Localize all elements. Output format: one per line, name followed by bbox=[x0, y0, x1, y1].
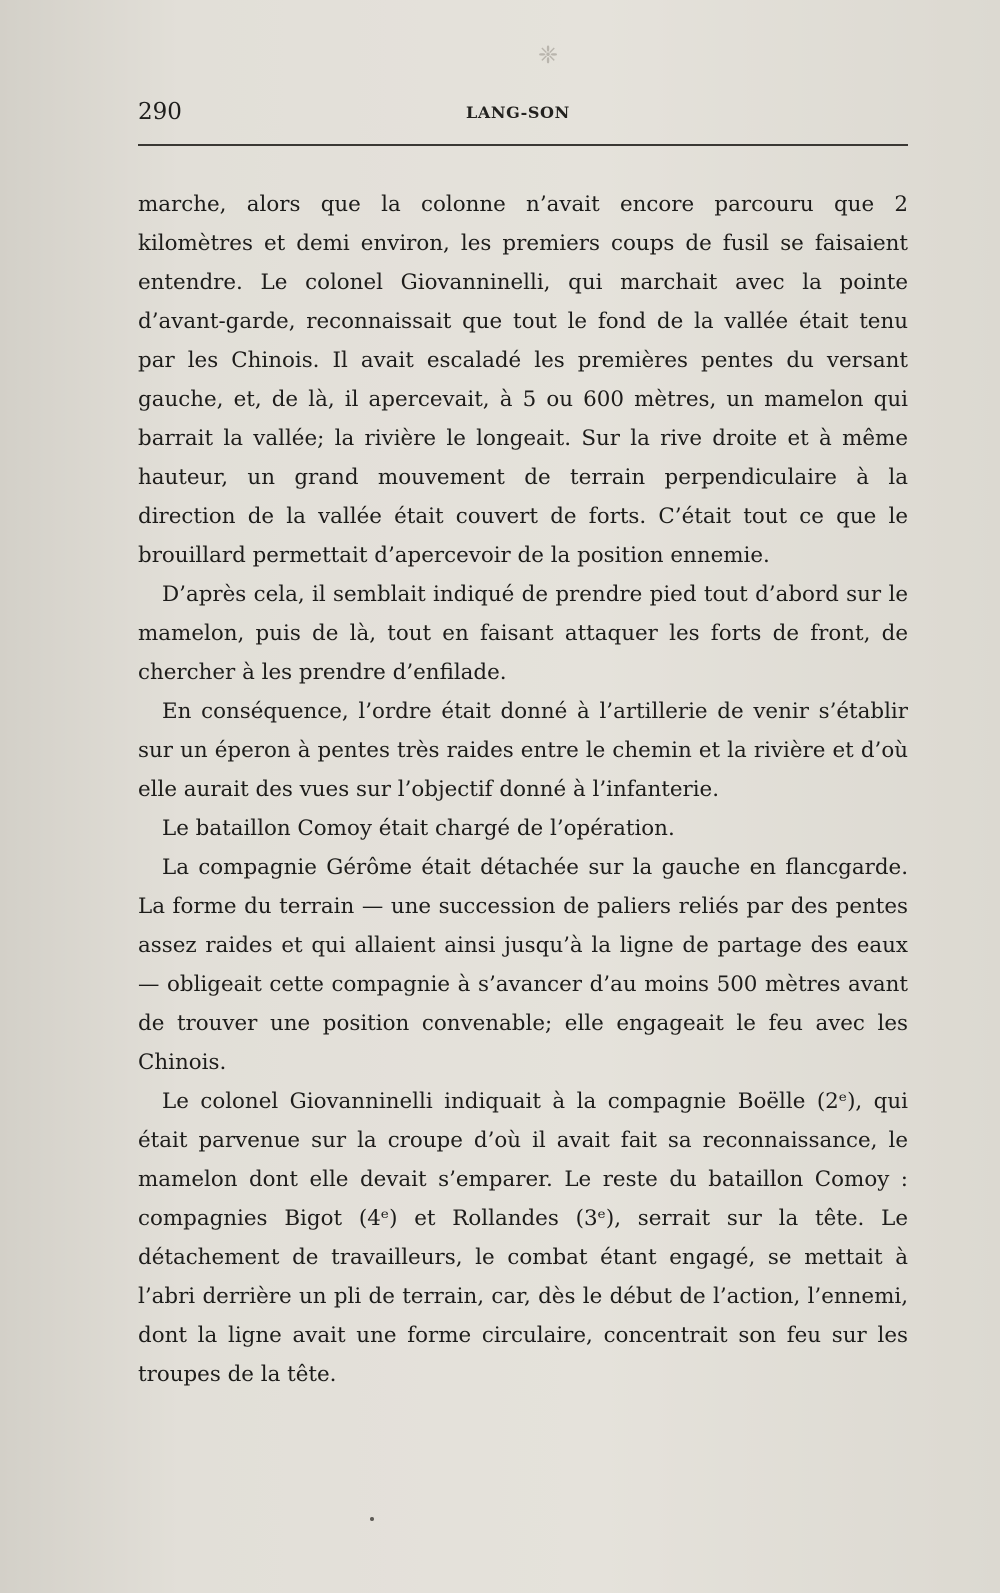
body-text bbox=[138, 185, 908, 1435]
paragraph: D’après cela, il semblait indiqué de prendre pied tout d’abord sur le mamelon, puis de là, tout en faisant attaquer les forts de front, de chercher à les prendre d’enfilade. bbox=[138, 582, 908, 685]
page-header bbox=[138, 96, 908, 132]
paragraph: La compagnie Gérôme était détachée sur la gauche en flancgarde. La forme du terrain — une succession de paliers reliés par des pentes assez raides et qui allaient ainsi jusqu’à la ligne de partage des eaux — obligeait cette compagnie à s’avancer d’au moins 500 mètres avant de trouver une position convenable; elle engageait le feu avec les Chinois. bbox=[138, 855, 908, 1075]
dot-icon bbox=[370, 1517, 374, 1521]
paragraph-continued: marche, alors que la colonne n’avait encore parcouru que 2 kilomètres et demi environ, les premiers coups de fusil se faisaient entendre. Le colonel Giovanninelli, qui marchait avec la pointe d’avant-garde, reconnaissait que tout le fond de la vallée était tenu par les Chinois. Il avait escaladé les premières pentes du versant gauche, et, de là, il apercevait, à 5 ou 600 mètres, un mamelon qui barrait la vallée; la rivière le longeait. Sur la rive droite et à même hauteur, un grand mouvement de terrain perpendiculaire à la direction de la vallée était couvert de forts. C’était tout ce que le brouillard permettait d’apercevoir de la position ennemie. bbox=[138, 192, 908, 568]
paragraph: En conséquence, l’ordre était donné à l’artillerie de venir s’établir sur un éperon à pentes très raides entre le chemin et la rivière et d’où elle aurait des vues sur l’objectif donné à l’infanterie. bbox=[138, 699, 908, 802]
fleuron-icon: ❈ bbox=[537, 41, 559, 69]
paragraph: Le colonel Giovanninelli indiquait à la compagnie Boëlle (2ᵉ), qui était parvenue sur la croupe d’où il avait fait sa reconnaissance, le mamelon dont elle devait s’emparer. Le reste du bataillon Comoy : compagnies Bigot (4ᵉ) et Rollandes (3ᵉ), serrait sur la tête. Le détachement de travailleurs, le combat étant engagé, se mettait à l’abri derrière un pli de terrain, car, dès le début de l’action, l’ennemi, dont la ligne avait une forme circulaire, concentrait son feu sur les troupes de la tête. bbox=[138, 1089, 908, 1387]
page-number: 290 bbox=[138, 99, 182, 125]
running-title: LANG-SON bbox=[466, 103, 570, 122]
header-rule bbox=[138, 144, 908, 146]
paragraph: Le bataillon Comoy était chargé de l’opération. bbox=[162, 816, 675, 841]
